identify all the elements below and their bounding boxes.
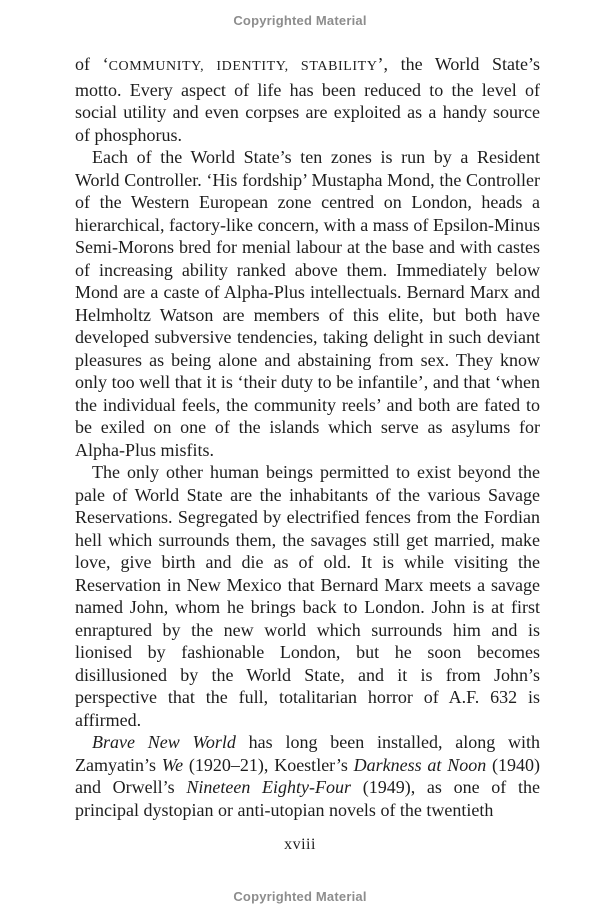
paragraph — [75, 53, 540, 146]
text-run: has long been installed, along with Zamyatin’s — [75, 732, 541, 775]
text-run: (1920–21), Koestler’s — [183, 754, 354, 775]
text-run: of ‘ — [75, 54, 109, 74]
text-run: (1949), as one of the principal dystopian or anti-utopian novels of the twentieth — [75, 777, 540, 820]
copyright-watermark-top: Copyrighted Material — [233, 13, 367, 28]
paragraph — [75, 731, 540, 821]
copyright-watermark-bottom: Copyrighted Material — [233, 889, 367, 904]
page-number: xviii — [284, 836, 316, 853]
text-run: Each of the World State’s ten zones is run by a Resident World Controller. ‘His fordship’ Mustapha Mond, the Controller of the Western European zone centred on London, heads a hierarchical, factory-like concern, with a mass of Epsilon-Minus Semi-Morons bred for menial labour at the base and with castes of increasing ability ranked above them. Immediately below Mond are a caste of Alpha-Plus intellectuals. Bernard Marx and Helmholtz Watson are members of this elite, but both have developed subversive tendencies, taking delight in such deviant pleasures as being alone and abstaining from sex. They know only too well that it is ‘their duty to be infantile’, and that ‘when the individual feels, the community reels’ and both are fated to be exiled on one of the islands which serve as asylums for Alpha-Plus misfits. — [75, 147, 540, 460]
text-run-italic: Brave New World — [92, 732, 236, 752]
text-run: The only other human beings permitted to exist beyond the pale of World State are the inhabitants of the various Savage Reservations. Segregated by electrified fences from the Fordian hell which surrounds them, the savages still get married, make love, give birth and die as of old. It is while visiting the Reservation in New Mexico that Bernard Marx meets a savage named John, whom he brings back to London. John is at first enraptured by the new world which surrounds him and is lionised by fashionable London, but he soon becomes disillusioned by the World State, and it is from John’s perspective that the full, totalitarian horror of A.F. 632 is affirmed. — [75, 462, 540, 730]
text-run-italic: Nineteen Eighty-Four — [186, 777, 352, 797]
body-text — [75, 53, 540, 821]
paragraph — [75, 146, 540, 461]
paragraph — [75, 461, 540, 731]
text-run: ’, the World State’s motto. Every aspect of life has been reduced to the level of social utility and even corpses are exploited as a handy source of phosphorus. — [75, 54, 540, 145]
text-run-italic: We — [161, 754, 184, 775]
text-run-smallcaps: COMMUNITY, IDENTITY, STABILITY — [108, 59, 378, 74]
text-run: (1940) and Orwell’s — [75, 754, 541, 797]
text-run-italic: Darkness at Noon — [353, 754, 487, 775]
